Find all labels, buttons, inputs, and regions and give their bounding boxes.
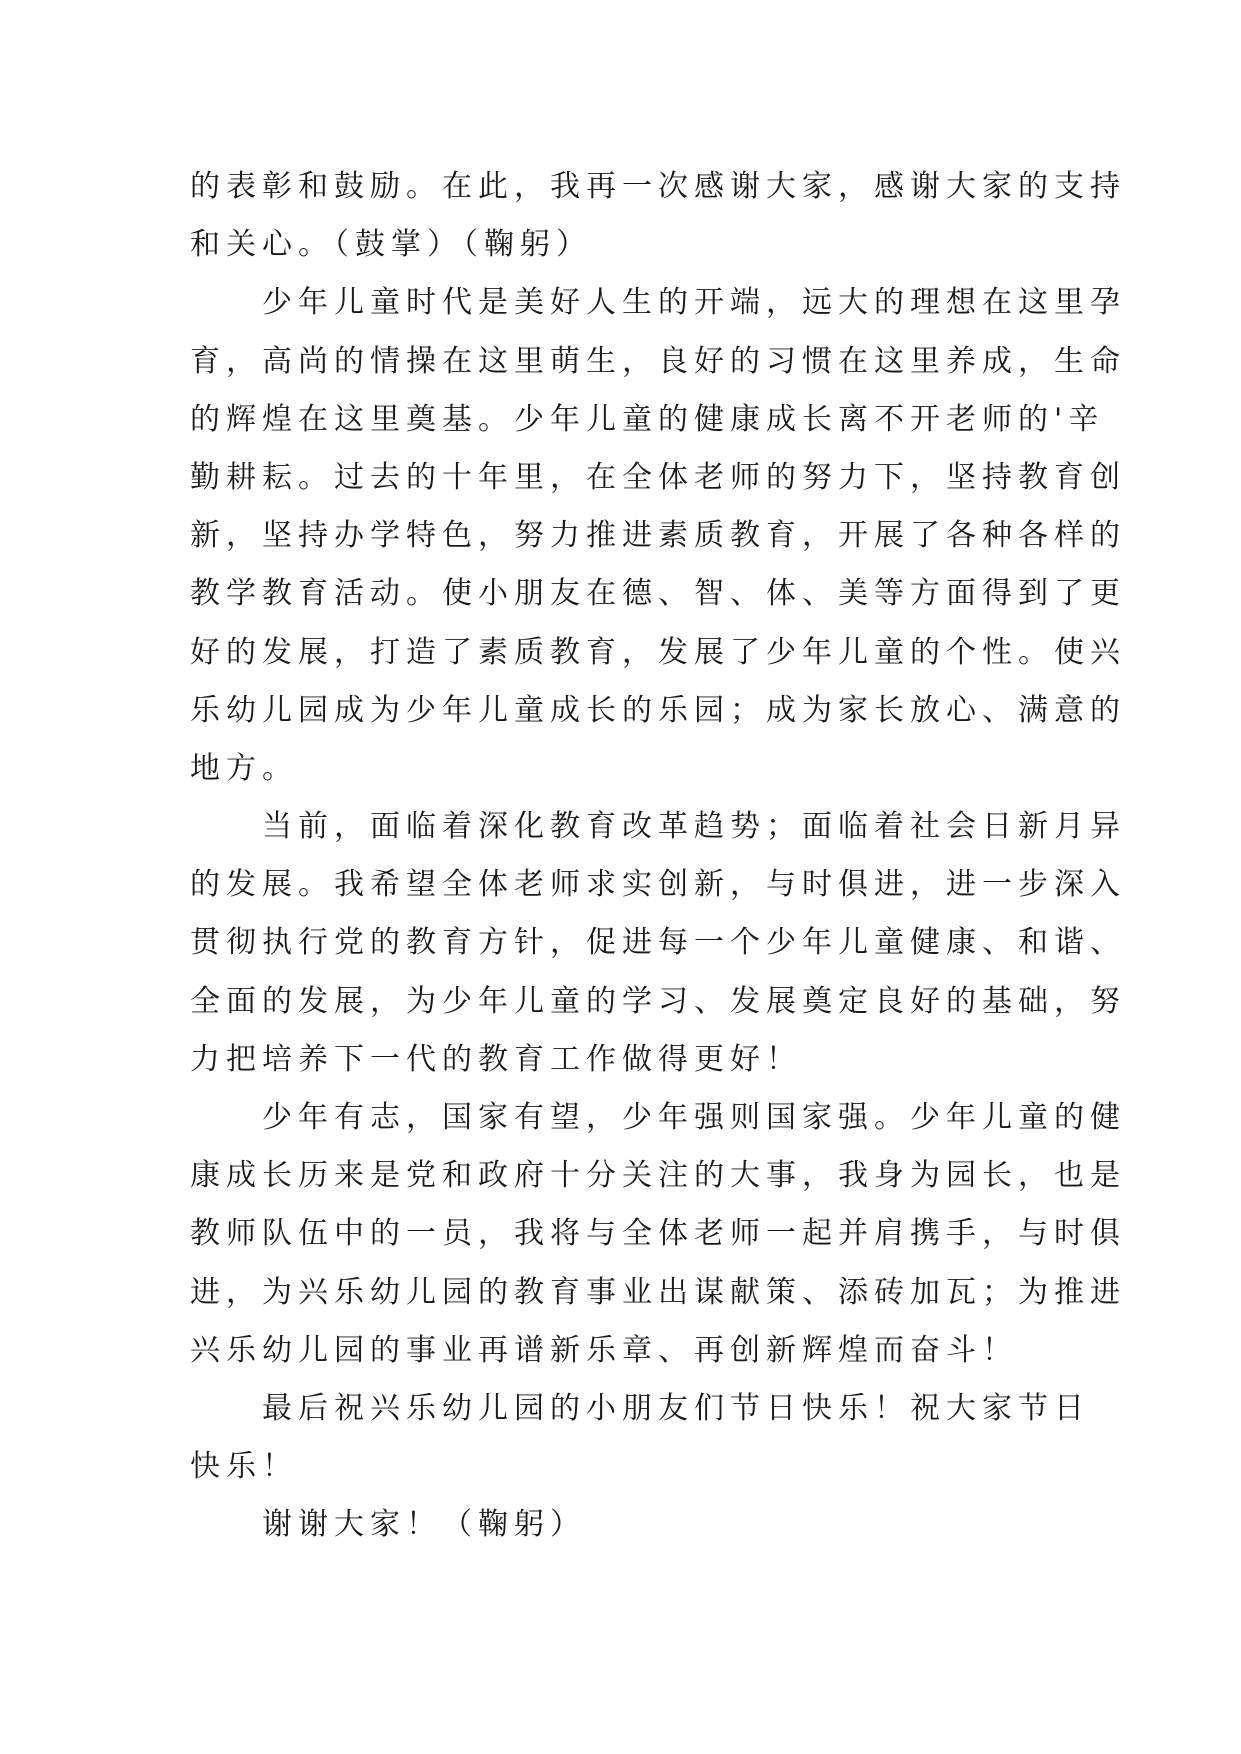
text-line: 康成长历来是党和政府十分关注的大事，我身为园长，也是 (190, 1158, 1126, 1194)
text-line: 和关心。（鼓掌）（鞠躬） (190, 227, 592, 263)
text-line: 全面的发展，为少年儿童的学习、发展奠定良好的基础，努 (190, 983, 1126, 1019)
text-line: 的发展。我希望全体老师求实创新，与时俱进，进一步深入 (190, 867, 1126, 903)
text-line: 的辉煌在这里奠基。少年儿童的健康成长离不开老师的'辛 (190, 401, 1105, 437)
text-line: 少年儿童时代是美好人生的开端，远大的理想在这里孕 (262, 285, 1126, 321)
text-line: 当前，面临着深化教育改革趋势；面临着社会日新月异 (262, 809, 1126, 845)
text-line: 好的发展，打造了素质教育，发展了少年儿童的个性。使兴 (190, 634, 1126, 670)
text-line: 贯彻执行党的教育方针，促进每一个少年儿童健康、和谐、 (190, 925, 1126, 961)
text-line: 的表彰和鼓励。在此，我再一次感谢大家，感谢大家的支持 (190, 169, 1126, 204)
text-line: 少年有志，国家有望，少年强则国家强。少年儿童的健 (262, 1100, 1126, 1135)
text-line: 新，坚持办学特色，努力推进素质教育，开展了各种各样的 (190, 518, 1126, 554)
text-line: 力把培养下一代的教育工作做得更好！ (190, 1041, 802, 1077)
document-body (190, 158, 1126, 1555)
text-line: 兴乐幼儿园的事业再谱新乐章、再创新辉煌而奋斗！ (190, 1332, 1018, 1368)
text-line: 勤耕耘。过去的十年里，在全体老师的努力下，坚持教育创 (190, 459, 1126, 495)
text-line: 乐幼儿园成为少年儿童成长的乐园；成为家长放心、满意的 (190, 692, 1126, 728)
text-line: 进，为兴乐幼儿园的教育事业出谋献策、添砖加瓦；为推进 (190, 1274, 1126, 1310)
text-line: 快乐！ (190, 1449, 298, 1485)
text-line: 育，高尚的情操在这里萌生，良好的习惯在这里养成，生命 (190, 343, 1126, 379)
text-line: 教师队伍中的一员，我将与全体老师一起并肩携手，与时俱 (190, 1216, 1126, 1252)
text-line: 地方。 (190, 750, 298, 786)
text-line: 最后祝兴乐幼儿园的小朋友们节日快乐！祝大家节日 (262, 1390, 1090, 1426)
text-line: 谢谢大家！（鞠躬） (262, 1507, 586, 1543)
text-line: 教学教育活动。使小朋友在德、智、体、美等方面得到了更 (190, 576, 1126, 612)
